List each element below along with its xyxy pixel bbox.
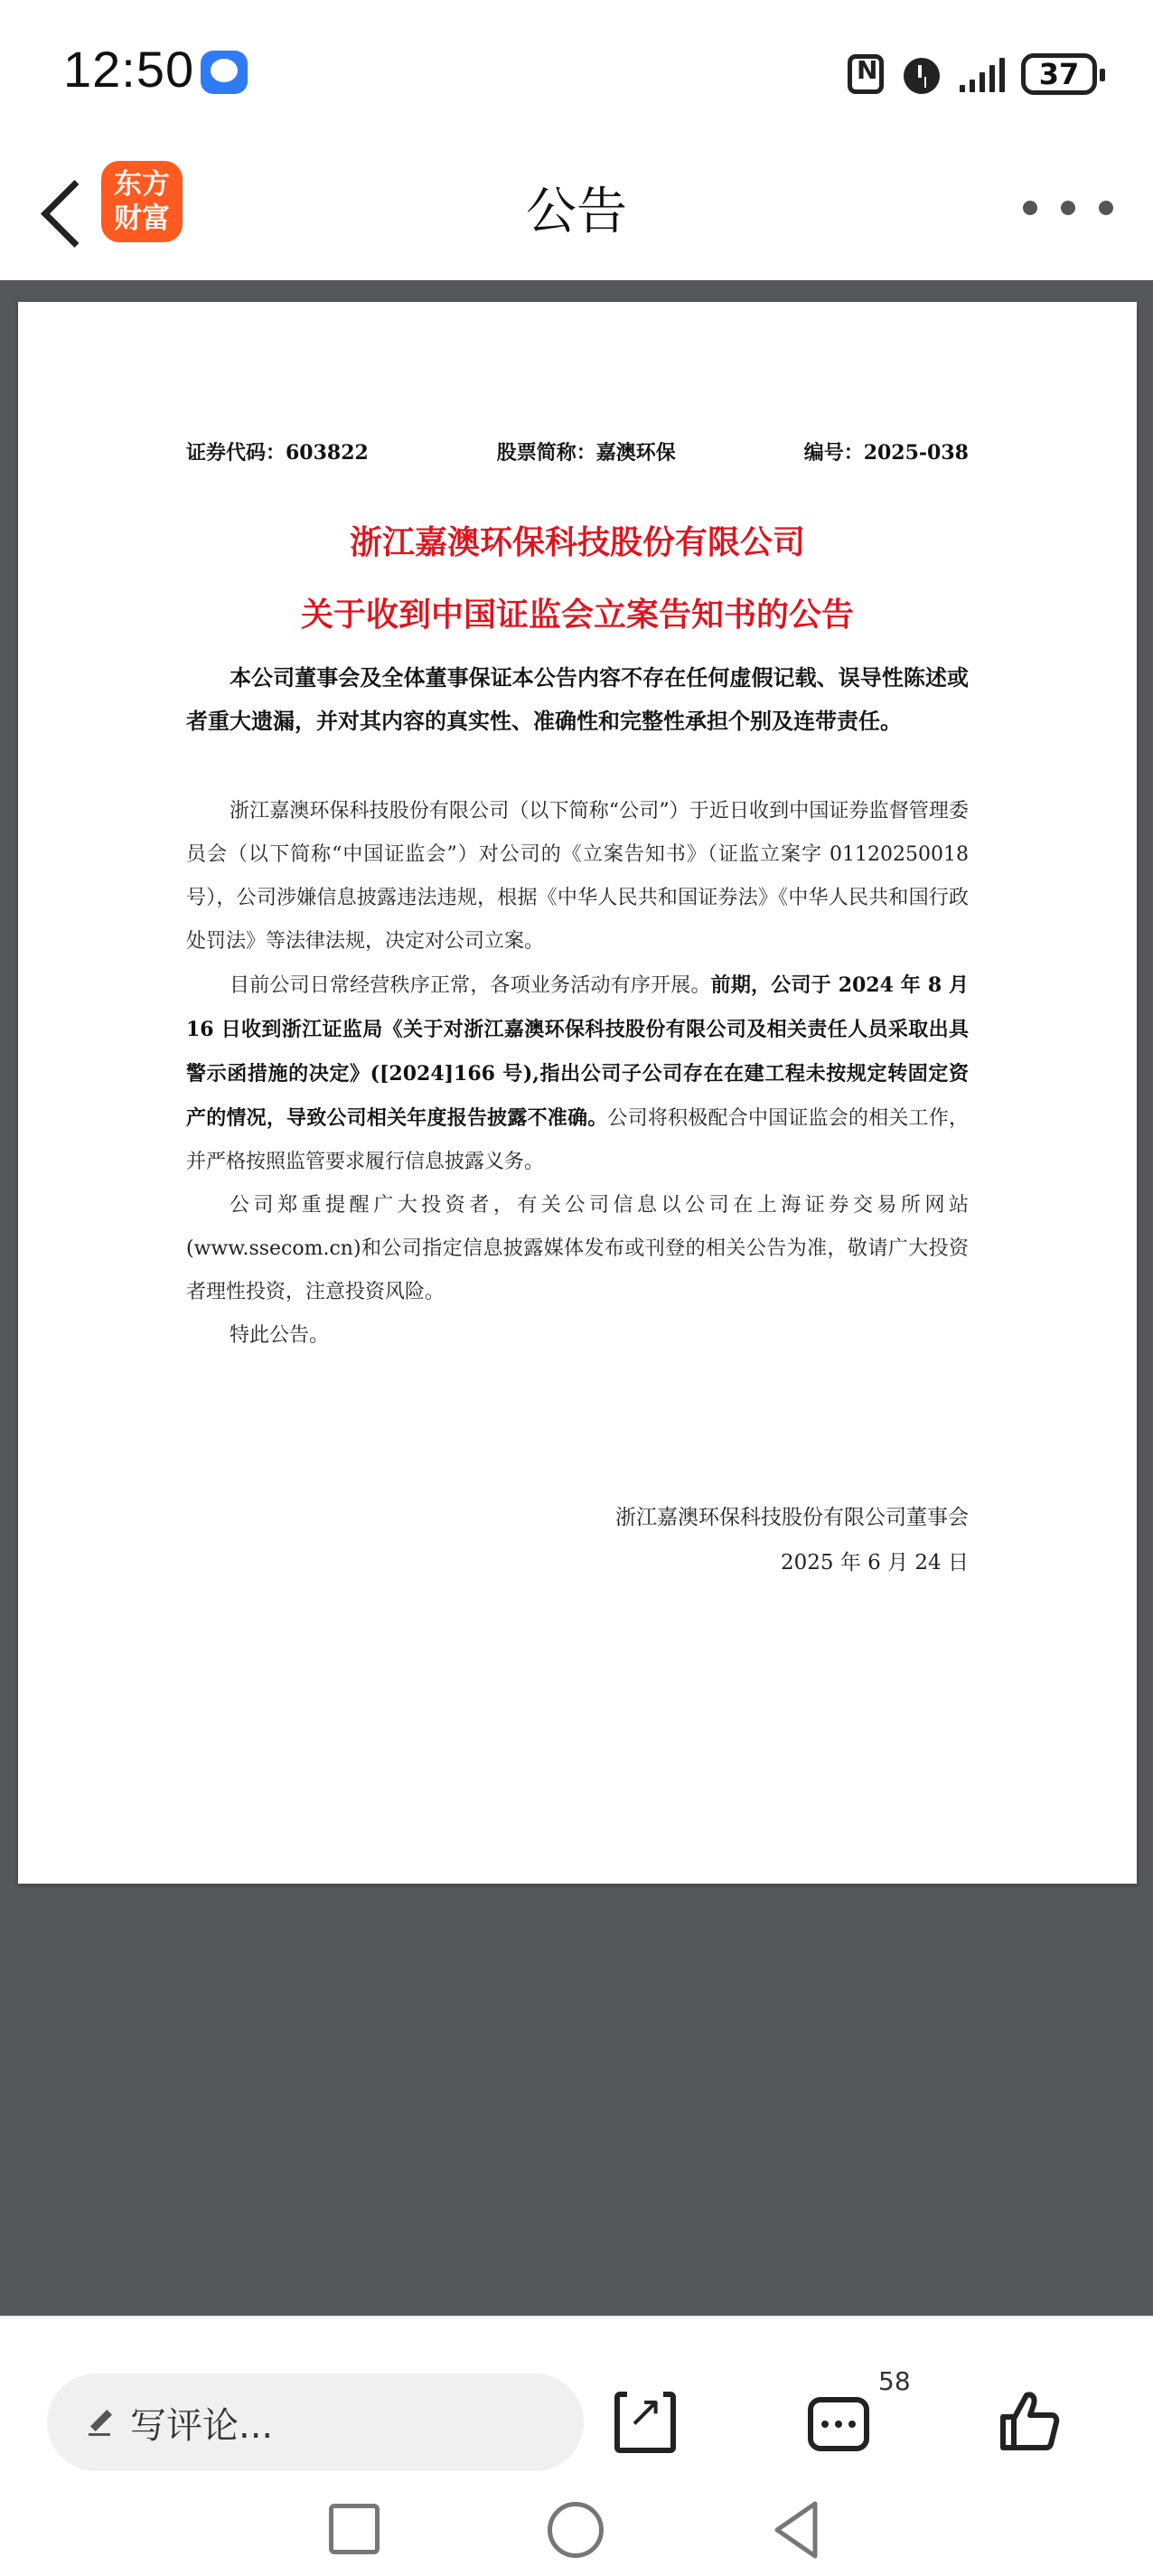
signature-block (615, 1495, 969, 1585)
comment-dot (821, 2421, 829, 2428)
paragraph-operations-tail: 公司将积极配合中国证监会的相关工作，并严格按照监管要求履行信息披露义务。 (186, 1107, 969, 1173)
message-notification-icon (201, 51, 248, 94)
document-page (18, 302, 1137, 1884)
app-logo-line1: 东方 (114, 168, 170, 201)
page-title: 公告 (526, 183, 627, 241)
paragraph-reminder: 公司郑重提醒广大投资者，有关公司信息以公司在上海证券交易所网站(www.ssecom.cn)和公司指定信息披露媒体发布或刊登的相关公告为准，敬请广大投资者理性投资，注意投资风险。 (186, 1194, 969, 1303)
more-button[interactable] (1023, 190, 1113, 226)
more-dot (1061, 201, 1075, 215)
company-title: 浙江嘉澳环保科技股份有限公司 (349, 524, 805, 561)
bottom-bar (0, 2316, 1153, 2576)
comment-dot (848, 2421, 856, 2428)
signature-org: 浙江嘉澳环保科技股份有限公司董事会 (615, 1506, 969, 1529)
board-declaration: 本公司董事会及全体董事保证本公告内容不存在任何虚假记载、误导性陈述或者重大遗漏，并对其内容的真实性、准确性和完整性承担个别及连带责任。 (186, 664, 969, 734)
share-icon[interactable] (614, 2392, 676, 2453)
pencil-icon (87, 2407, 117, 2438)
signal-icon (960, 56, 1005, 92)
comment-input[interactable] (47, 2374, 584, 2471)
notice-body (186, 790, 969, 1358)
app-logo-line2: 财富 (114, 202, 170, 235)
status-bar (0, 0, 1153, 145)
notice-title: 关于收到中国证监会立案告知书的公告 (300, 597, 854, 634)
battery-icon (1021, 53, 1097, 95)
paragraph-filing: 浙江嘉澳环保科技股份有限公司（以下简称“公司”）于近日收到中国证券监督管理委员会（以下简称“中国证监会”）对公司的《立案告知书》（证监立案字 01120250018 号），公司涉嫌信息披露违法违规，根据《中华人民共和国证券法》《中华人民共和国行政处罚法》等法律法规，决定对公司立案。 (186, 800, 969, 953)
paragraph-operations-bold: 前期，公司于 2024 年 8 月 16 日收到浙江证监局《关于对浙江嘉澳环保科技股份有限公司及相关责任人员采取出具警示函措施的决定》([2024]166 号),指出公司子公司存在在建工程未按规定转固定资产的情况，导致公司相关年度报告披露不准确。 (186, 973, 969, 1130)
system-back-icon (768, 2498, 826, 2562)
signature-date: 2025 年 6 月 24 日 (781, 1551, 969, 1575)
comment-placeholder: 写评论... (130, 2404, 274, 2447)
more-dot (1023, 201, 1037, 215)
more-dot (1099, 201, 1113, 215)
stock-short-name: 股票简称：嘉澳环保 (496, 441, 676, 465)
status-time: 12:50 (63, 41, 195, 98)
battery-level: 37 (1038, 57, 1080, 91)
status-icons (848, 47, 1097, 101)
stock-code: 证券代码：603822 (186, 441, 369, 465)
home-button[interactable] (548, 2502, 604, 2558)
comment-icon[interactable] (808, 2397, 869, 2451)
paragraph-operations-text: 目前公司日常经营秩序正常，各项业务活动有序开展。 (230, 974, 711, 997)
recents-button[interactable] (329, 2504, 380, 2554)
document-header (186, 437, 969, 465)
thumbs-up-icon[interactable] (998, 2388, 1061, 2453)
notice-number: 编号：2025-038 (803, 441, 969, 465)
system-back-button[interactable] (768, 2498, 826, 2562)
comment-count: 58 (878, 2366, 911, 2396)
paragraph-operations (186, 964, 969, 1184)
paragraph-closing: 特此公告。 (230, 1324, 330, 1347)
nav-bar (0, 145, 1153, 280)
document-viewer[interactable] (0, 280, 1153, 2316)
alarm-icon (900, 52, 943, 96)
thumbs-up-svg (998, 2388, 1061, 2453)
comment-dot (835, 2421, 842, 2428)
nfc-icon (848, 54, 884, 94)
